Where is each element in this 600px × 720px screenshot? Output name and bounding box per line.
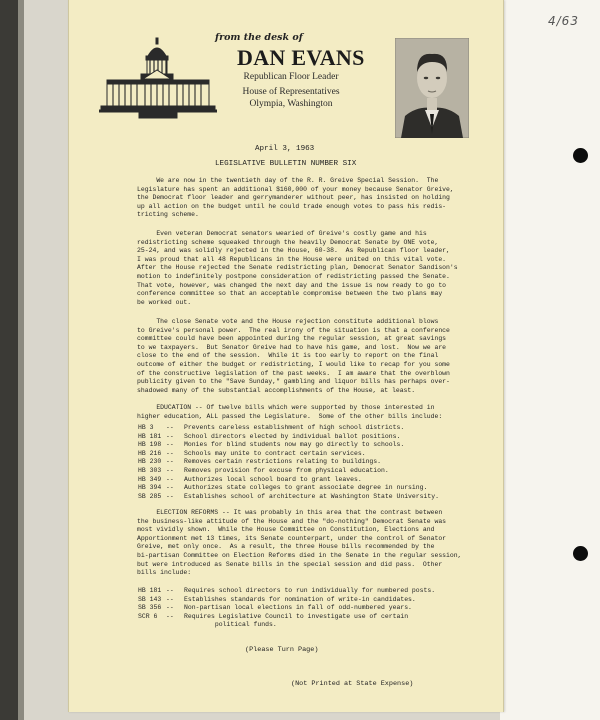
bill-separator: --	[166, 484, 174, 492]
bill-description: School directors elected by individual ballot positions.	[184, 432, 401, 440]
bill-separator: --	[166, 475, 174, 483]
from-desk-label: from the desk of	[215, 32, 303, 43]
education-bill-list	[138, 424, 468, 501]
bill-code: HB 394	[138, 484, 162, 492]
bill-code: HB 216	[138, 449, 162, 457]
bill-code: SB 356	[138, 604, 162, 612]
bill-row	[138, 458, 468, 467]
portrait-photo	[395, 38, 469, 138]
bill-description: Non-partisan local elections in fall of odd-numbered years.	[184, 604, 412, 612]
bill-row	[138, 613, 468, 630]
bill-description: Removes provision for excuse from physical education.	[184, 466, 389, 474]
letterhead-house: House of Representatives	[242, 87, 340, 97]
bill-description: Schools may unite to contract certain services.	[184, 449, 366, 457]
bill-separator: --	[166, 466, 174, 474]
bill-separator: --	[166, 595, 174, 603]
bill-row	[138, 484, 468, 493]
bill-description: Authorizes state colleges to grant associate degree in nursing.	[184, 484, 428, 492]
bill-separator: --	[166, 432, 174, 440]
bill-code: SB 285	[138, 492, 162, 500]
bill-separator: --	[166, 441, 174, 449]
paragraph-education: EDUCATION -- Of twelve bills which were supported by those interested in higher education, ALL passed the Legislature. Some of the other bills include:	[137, 404, 443, 420]
letter-page	[68, 0, 504, 712]
bill-code: HB 181	[138, 587, 162, 594]
letterhead-location: Olympia, Washington	[249, 99, 333, 109]
right-archive-sheet	[500, 0, 600, 720]
paragraph-senate-vote: The close Senate vote and the House rejection constitute additional blows to Greive's personal power. The real irony of the situation is that a conference committee could have been appointed during the regular session, at great savings to we taxpayers. But Senator Greive had to have his game, and lost. Now we are close to the end of the session. While it is too early to report on the final outcome of either the budget or redistricting, I would like to recap for you some of the constructive legislation of the past weeks. I am aware that the overblown publicity given to the "Save Sunday," gambling and liquor bills has perhaps over- shadowed many of the substantial accomplishments of the House, at least.	[137, 318, 450, 394]
bill-code: HB 303	[138, 466, 162, 474]
punch-hole-bottom	[573, 546, 588, 561]
bill-row	[138, 587, 468, 596]
bill-row	[138, 604, 468, 613]
punch-hole-top	[573, 148, 588, 163]
bill-separator: --	[166, 424, 174, 431]
bill-code: HB 181	[138, 432, 162, 440]
bill-description: Requires school directors to run individually for numbered posts.	[184, 587, 436, 594]
letter-date: April 3, 1963	[255, 145, 315, 153]
paragraph-election-reforms: ELECTION REFORMS -- It was probably in this area that the contrast between the business-like attitude of the House and the "do-nothing" Democrat Senate was most vividly shown. While the House Committee on Constitution, Elections and Apportionment met 13 times, its Senate counterpart, under the control of Senator Greive, met only once. As a result, the three House bills recommended by the bi-partisan Committee on Election Reforms died in the Senate in the regular session, but were introduced as Senate bills in the special session and did pass. Other bills include:	[137, 509, 462, 577]
bill-description: Removes certain restrictions relating to buildings.	[184, 458, 382, 466]
bill-separator: --	[166, 612, 174, 620]
bill-row	[138, 467, 468, 476]
bulletin-title: LEGISLATIVE BULLETIN NUMBER SIX	[215, 160, 357, 168]
paragraph-redistricting: Even veteran Democrat senators wearied of Greive's costly game and his redistricting scheme squeaked through the heavily Democrat Senate by ONE vote, 25-24, and was solidly rejected in the House, 60-38. As Republican floor leader, I was proud that all 48 Republicans in the House were united on this vital vote. After the House rejected the Senate redistricting plan, Democrat Senator Sandison's motion to indefinitely postpone consideration of redistricting passed the Senate. That vote, however, was changed the next day and the issue is now ready to go to conference committee so that an acceptable compromise between the two plans may be worked out.	[137, 230, 458, 306]
bill-code: HB 230	[138, 458, 162, 466]
bill-row	[138, 596, 468, 605]
bill-description: Establishes school of architecture at Washington State University.	[184, 492, 439, 500]
bill-separator: --	[166, 604, 174, 612]
bill-row	[138, 493, 468, 502]
bill-row	[138, 476, 468, 485]
bill-description: Requires Legislative Council to investigate use of certain political funds.	[184, 612, 409, 629]
not-printed-note: (Not Printed at State Expense)	[291, 680, 414, 688]
bill-row	[138, 450, 468, 459]
bill-row	[138, 424, 468, 433]
bill-code: HB 349	[138, 475, 162, 483]
bill-separator: --	[166, 587, 174, 594]
election-bill-list	[138, 587, 468, 630]
bill-description: Monies for blind students now may go directly to schools.	[184, 441, 405, 449]
bill-row	[138, 441, 468, 450]
letterhead-name: DAN EVANS	[237, 45, 365, 70]
letterhead-title: Republican Floor Leader	[243, 72, 339, 82]
bill-row	[138, 433, 468, 442]
turn-page-note: (Please Turn Page)	[245, 646, 319, 654]
bill-separator: --	[166, 492, 174, 500]
bill-code: SCR 6	[138, 612, 158, 620]
bill-description: Authorizes local school board to grant leaves.	[184, 475, 362, 483]
bill-code: SB 143	[138, 595, 162, 603]
left-strip-edge	[18, 0, 24, 720]
bill-description: Prevents careless establishment of high school districts.	[184, 424, 405, 431]
archive-number: 4/63	[548, 14, 579, 28]
bill-code: HB 3	[138, 424, 154, 431]
paragraph-session: We are now in the twentieth day of the R. R. Greive Special Session. The Legislature has spent an additional $160,000 of your money because Senator Greive, the Democrat floor leader and gerrymanderer without peer, has insisted on holding up all action on the budget until he could trade enough votes to pass his redis- tricting scheme.	[137, 177, 454, 219]
bill-description: Establishes standards for nomination of write-in candidates.	[184, 595, 416, 603]
bill-separator: --	[166, 458, 174, 466]
bill-code: HB 198	[138, 441, 162, 449]
bill-separator: --	[166, 449, 174, 457]
